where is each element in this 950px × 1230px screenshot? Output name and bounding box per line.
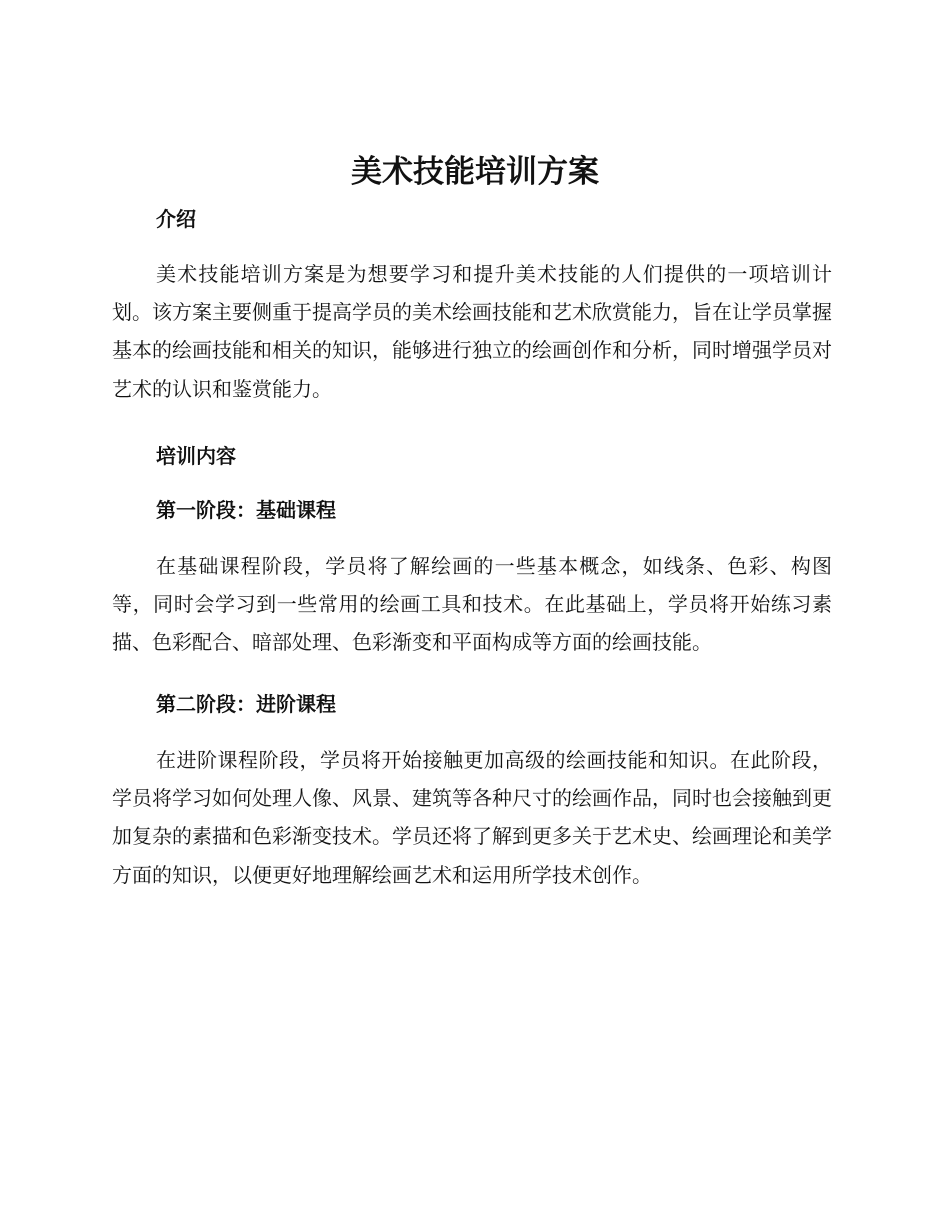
stage1-paragraph: 在基础课程阶段，学员将了解绘画的一些基本概念，如线条、色彩、构图等，同时会学习到一些常用的绘画工具和技术。在此基础上，学员将开始练习素描、色彩配合、暗部处理、色彩渐变和平面构成等方面的绘画技能。 bbox=[112, 554, 832, 655]
intro-paragraph: 美术技能培训方案是为想要学习和提升美术技能的人们提供的一项培训计划。该方案主要侧重于提高学员的美术绘画技能和艺术欣赏能力，旨在让学员掌握基本的绘画技能和相关的知识，能够进行独立的绘画创作和分析，同时增强学员对艺术的认识和鉴赏能力。 bbox=[112, 262, 832, 401]
content-heading: 培训内容 bbox=[156, 444, 236, 468]
stage1-heading: 第一阶段：基础课程 bbox=[156, 498, 336, 522]
stage2-paragraph: 在进阶课程阶段，学员将开始接触更加高级的绘画技能和知识。在此阶段，学员将学习如何处理人像、风景、建筑等各种尺寸的绘画作品，同时也会接触到更加复杂的素描和色彩渐变技术。学员还将了解到更多关于艺术史、绘画理论和美学方面的知识，以便更好地理解绘画艺术和运用所学技术创作。 bbox=[112, 748, 832, 887]
document-title: 美术技能培训方案 bbox=[351, 154, 599, 190]
intro-heading: 介绍 bbox=[156, 207, 196, 231]
stage2-heading: 第二阶段：进阶课程 bbox=[156, 692, 336, 716]
